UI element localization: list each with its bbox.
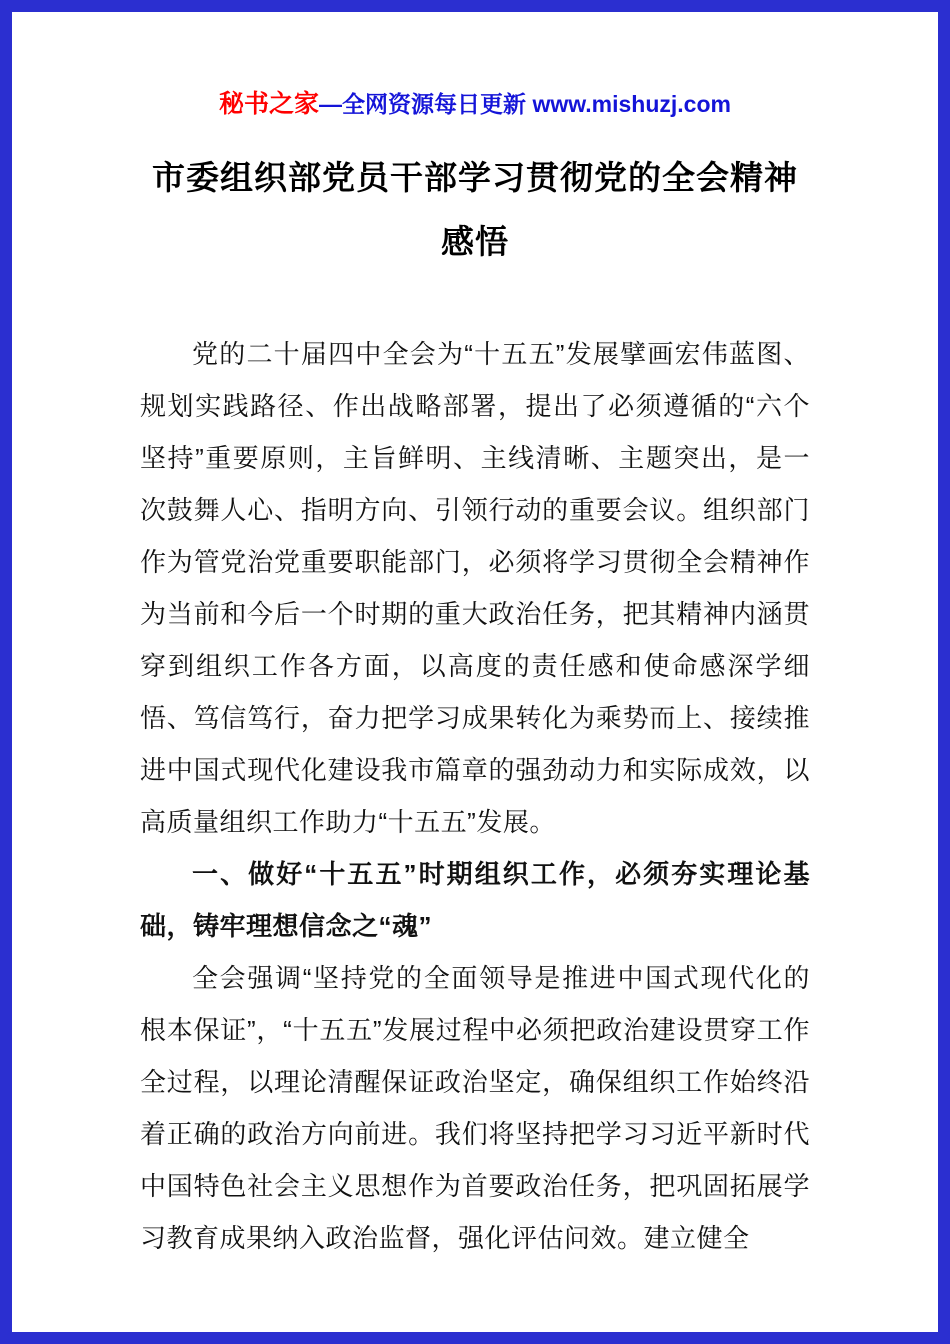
site-tagline: —全网资源每日更新	[319, 91, 533, 117]
site-url[interactable]: www.mishuzj.com	[532, 91, 731, 117]
section-heading: 一、做好“十五五”时期组织工作，必须夯实理论基础，铸牢理想信念之“魂”	[140, 859, 810, 941]
site-brand: 秘书之家	[219, 90, 320, 118]
body-paragraph: 党的二十届四中全会为“十五五”发展擘画宏伟蓝图、规划实践路径、作出战略部署，提出了必须遵循的“六个坚持”重要原则，主旨鲜明、主线清晰、主题突出，是一次鼓舞人心、指明方向、引领行动的重要会议。组织部门作为管党治党重要职能部门，必须将学习贯彻全会精神作为当前和今后一个时期的重大政治任务，把其精神内涵贯穿到组织工作各方面，以高度的责任感和使命感深学细悟、笃信笃行，奋力把学习成果转化为乘势而上、接续推进中国式现代化建设我市篇章的强劲动力和实际成效，以高质量组织工作助力“十五五”发展。	[140, 339, 810, 837]
document-title: 市委组织部党员干部学习贯彻党的全会精神感悟	[152, 159, 798, 260]
body-paragraph: 全会强调“坚持党的全面领导是推进中国式现代化的根本保证”，“十五五”发展过程中必须把政治建设贯穿工作全过程，以理论清醒保证政治坚定，确保组织工作始终沿着正确的政治方向前进。我们将坚持把学习习近平新时代中国特色社会主义思想作为首要政治任务，把巩固拓展学习教育成果纳入政治监督，强化评估问效。建立健全	[140, 963, 810, 1253]
site-banner	[140, 84, 810, 120]
document-body	[140, 328, 810, 1264]
